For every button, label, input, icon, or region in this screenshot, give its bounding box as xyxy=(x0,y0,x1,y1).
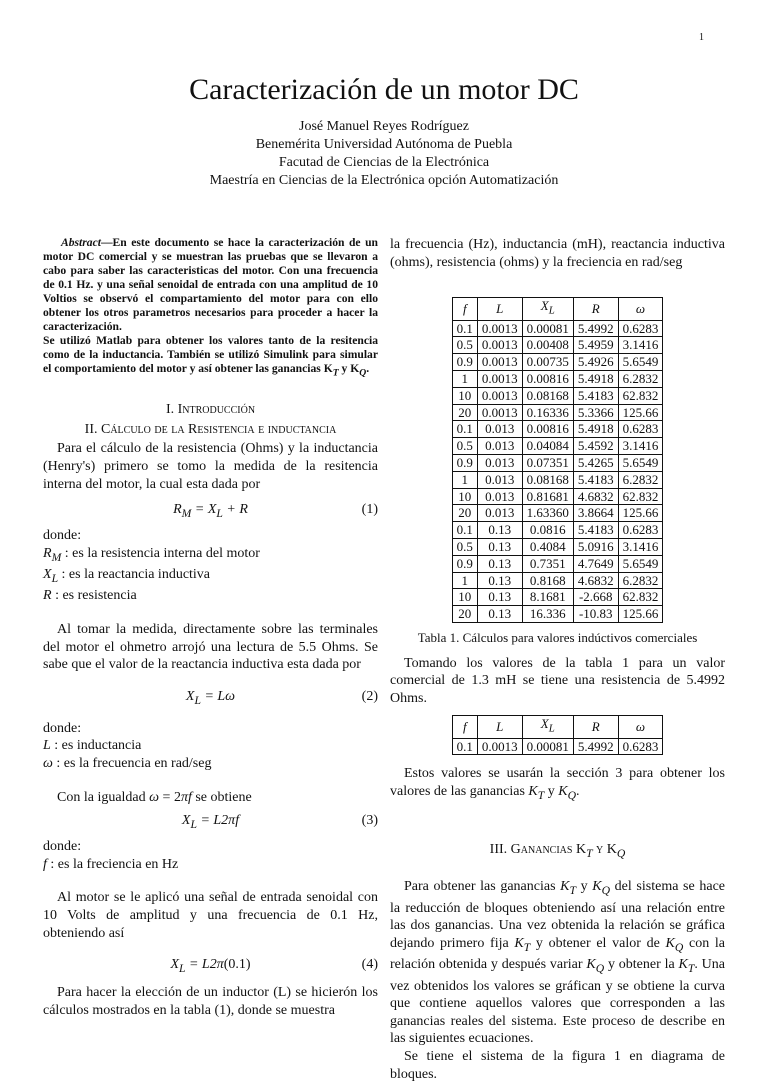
table-cell: 0.1 xyxy=(452,320,477,337)
table-row xyxy=(452,370,663,387)
table-cell: 0.6283 xyxy=(618,421,663,438)
table-row xyxy=(452,522,663,539)
table-cell: 5.4265 xyxy=(573,454,618,471)
paragraph: Al motor se le aplicó una señal de entrada senoidal con 10 Volts de amplitud y una frecuencia de 0.1 Hz, obteniendo así xyxy=(43,890,378,941)
table-cell: 5.3366 xyxy=(573,404,618,421)
table-cell: 0.9 xyxy=(452,454,477,471)
table-cell: 20 xyxy=(452,606,477,623)
table-cell: 16.336 xyxy=(522,606,573,623)
table-cell: 125.66 xyxy=(618,505,663,522)
author-name: José Manuel Reyes Rodríguez xyxy=(299,119,469,134)
table-cell: 5.4183 xyxy=(573,471,618,488)
table-cell: 125.66 xyxy=(618,606,663,623)
table-cell: 0.13 xyxy=(477,555,522,572)
table-cell: 0.0013 xyxy=(477,354,522,371)
equation-1: $R_M = X_L + R$ (1) xyxy=(173,502,378,520)
table-cell: 0.00816 xyxy=(522,421,573,438)
table-cell: 0.013 xyxy=(477,438,522,455)
table-cell: 0.13 xyxy=(477,522,522,539)
table-cell: 3.1416 xyxy=(618,538,663,555)
table-header: R xyxy=(573,716,618,738)
table-cell: 0.00081 xyxy=(522,738,573,755)
table-cell: 0.013 xyxy=(477,488,522,505)
equation-3: $X_L = L2\pi f$ (3) xyxy=(181,813,378,832)
table-row xyxy=(452,421,663,438)
table-cell: 0.013 xyxy=(477,421,522,438)
abstract: Abstract—En este documento se hace la caracterización de un motor DC comercial y se muestran las pruebas que se llevaron a cabo para saber las caracteristicas del motor. Con una frecuencia de 0.1 Hz. y una señal senoidal de entrada con una amplitud de 10 Voltios se observó el compartamiento del motor para con ello obtener los otros parametros necesarios para proceder a hacer la caracterización. Se utilizó Matlab para obtener los valores tanto de la resitencia como de la inductancia. También se utilizó Simulink para simular el comportamiento del motor y así obtener las ganancias $K_T$ y $K_Q$. xyxy=(43,236,378,379)
table-cell: 0.0013 xyxy=(477,387,522,404)
donde-label: donde: xyxy=(43,528,82,544)
table-row xyxy=(452,438,663,455)
table-header: ω xyxy=(618,298,663,320)
table-cell: 0.08168 xyxy=(522,471,573,488)
table-cell: 5.6549 xyxy=(618,454,663,471)
table-cell: 6.2832 xyxy=(618,572,663,589)
table-header: R xyxy=(573,298,618,320)
definition: $X_L$ : es la reactancia inductiva xyxy=(43,567,211,585)
left-column xyxy=(43,236,378,1019)
table-row xyxy=(452,471,663,488)
table-cell: 0.1 xyxy=(452,421,477,438)
data-table xyxy=(452,297,664,623)
table-cell: -2.668 xyxy=(573,589,618,606)
author-university: Benemérita Universidad Autónoma de Puebla xyxy=(255,137,513,152)
table-cell: 5.4959 xyxy=(573,337,618,354)
table-cell: 6.2832 xyxy=(618,370,663,387)
definition: L : es inductancia xyxy=(43,738,142,754)
table-cell: 1 xyxy=(452,370,477,387)
table-header: ω xyxy=(618,716,663,738)
table-cell: 5.4592 xyxy=(573,438,618,455)
abstract-text: —En este documento se hace la caracterización de un motor DC comercial y se muestran las pruebas que se llevaron a cabo para saber las caracteristicas del motor. Con una frecuencia de 0.1 Hz. y una señal senoidal de entrada con una amplitud de 10 Voltios se observó el compartamiento del motor para con ello obtener los otros parametros necesarios para proceder a hacer la caracterización. xyxy=(43,236,378,333)
table-caption: Tabla 1. Cálculos para valores indúctivos comerciales xyxy=(417,629,698,645)
table-cell: 0.6283 xyxy=(618,738,663,755)
table-cell: 5.4918 xyxy=(573,370,618,387)
table-cell: 4.7649 xyxy=(573,555,618,572)
table-cell: 0.0013 xyxy=(477,320,522,337)
table-row xyxy=(452,354,663,371)
table-cell: 0.00735 xyxy=(522,354,573,371)
table-cell: 0.6283 xyxy=(618,522,663,539)
table-cell: 0.00816 xyxy=(522,370,573,387)
section-2-heading: II. Cálculo de la Resistencia e inductancia xyxy=(84,422,337,438)
table-cell: 0.0816 xyxy=(522,522,573,539)
table-cell: 0.00408 xyxy=(522,337,573,354)
table-header: f xyxy=(452,716,477,738)
table-cell: 5.4918 xyxy=(573,421,618,438)
table-cell: 62.832 xyxy=(618,589,663,606)
table-cell: 10 xyxy=(452,488,477,505)
table-cell: 0.013 xyxy=(477,454,522,471)
table-cell: 0.0013 xyxy=(477,370,522,387)
table-cell: 5.6549 xyxy=(618,354,663,371)
table-row xyxy=(452,738,663,755)
table-cell: 0.013 xyxy=(477,471,522,488)
table-row xyxy=(452,606,663,623)
paper-title: Caracterización de un motor DC xyxy=(189,73,579,106)
table-cell: 0.8168 xyxy=(522,572,573,589)
table-cell: 4.6832 xyxy=(573,572,618,589)
section-1-heading: I. Introducción xyxy=(165,402,256,418)
paragraph: Tomando los valores de la tabla 1 para un valor comercial de 1.3 mH se tiene una resistencia de 5.4992 Ohms. xyxy=(390,655,725,706)
table-row xyxy=(452,454,663,471)
table-row xyxy=(452,488,663,505)
abstract-label: Abstract xyxy=(61,236,101,249)
table-row xyxy=(452,555,663,572)
table-row xyxy=(452,505,663,522)
table-cell: 3.1416 xyxy=(618,438,663,455)
equation-4: $X_L = L2\pi(0.1)$ (4) xyxy=(170,957,378,975)
definition: ω : es la frecuencia en rad/seg xyxy=(43,756,212,772)
table-cell: 0.0013 xyxy=(477,738,522,755)
abstract-text-2: Se utilizó Matlab para obtener los valores tanto de la resitencia como de la inductancia. También se utilizó Simulink para simular el comportamiento del motor y así obtener las ganancias K xyxy=(43,334,378,375)
table-cell: 0.0013 xyxy=(477,337,522,354)
table-cell: 3.8664 xyxy=(573,505,618,522)
definition: R : es resistencia xyxy=(43,588,137,604)
paragraph: Al tomar la medida, directamente sobre las terminales del motor el ohmetro arrojó una lectura de 5.5 Ohms. Se sabe que el valor de la reactancia inductiva esta dada por xyxy=(43,622,378,673)
paragraph: Para obtener las ganancias $K_T$ y $K_Q$ del sistema se hace la reducción de bloques obteniendo así una relación entre las dos ganancias. Una vez obtenida la relación se gráfica dejando primero fija $K_T$ y obtener el valor de $K_Q$ con la relación obtenida y después variar $K_Q$ y obtener la $K_T$. Una vez obtenidos los valores se gráfican y se obtiene la curva que contiene aquellos valores que corresponden a las ganancias reales del sistema. Este proceso de describe en las siguientes ecuaciones. xyxy=(390,879,726,1047)
paragraph: Para el cálculo de la resistencia (Ohms) y la inductancia (Henry's) primero se tomo la medida de la resitencia interna del motor, la cual esta dada por xyxy=(43,441,378,492)
table-row xyxy=(452,337,663,354)
table-cell: 5.4183 xyxy=(573,387,618,404)
definition: f : es la freciencia en Hz xyxy=(43,856,179,872)
table-cell: 62.832 xyxy=(618,387,663,404)
table-cell: 10 xyxy=(452,387,477,404)
table-cell: 0.9 xyxy=(452,354,477,371)
table-cell: 0.13 xyxy=(477,572,522,589)
table-cell: 5.6549 xyxy=(618,555,663,572)
table-cell: 1.63360 xyxy=(522,505,573,522)
table-cell: 0.1 xyxy=(452,738,477,755)
table-cell: 0.13 xyxy=(477,538,522,555)
table-cell: 0.13 xyxy=(477,606,522,623)
table-cell: 5.4992 xyxy=(573,320,618,337)
table-row xyxy=(452,538,663,555)
table-cell: 0.5 xyxy=(452,337,477,354)
table-cell: 62.832 xyxy=(618,488,663,505)
equation-2: $X_L = L\omega$ (2) xyxy=(185,688,378,707)
table-cell: 0.5 xyxy=(452,438,477,455)
table-cell: 0.4084 xyxy=(522,538,573,555)
table-header: L xyxy=(477,298,522,320)
table-cell: 125.66 xyxy=(618,404,663,421)
author-faculty: Facutad de Ciencias de la Electrónica xyxy=(278,155,490,170)
table-row xyxy=(452,404,663,421)
section-3-heading: III. Ganancias $K_T$ y $K_Q$ xyxy=(489,842,626,861)
paragraph: la frecuencia (Hz), inductancia (mH), reactancia inductiva (ohms), resistencia (ohms) y la freciencia en rad/seg xyxy=(390,237,725,270)
table-cell: 0.5 xyxy=(452,538,477,555)
table-cell: 0.9 xyxy=(452,555,477,572)
table-cell: 0.81681 xyxy=(522,488,573,505)
table-cell: 3.1416 xyxy=(618,337,663,354)
table-cell: 0.0013 xyxy=(477,404,522,421)
table-cell: 5.4926 xyxy=(573,354,618,371)
page-number: 1 xyxy=(699,32,704,43)
table-cell: 4.6832 xyxy=(573,488,618,505)
table-cell: 0.7351 xyxy=(522,555,573,572)
table-cell: 6.2832 xyxy=(618,471,663,488)
table-cell: 5.4183 xyxy=(573,522,618,539)
donde-label: donde: xyxy=(43,720,82,736)
table-cell: 0.16336 xyxy=(522,404,573,421)
table-cell: 0.08168 xyxy=(522,387,573,404)
table-header: f xyxy=(452,298,477,320)
table-row xyxy=(452,572,663,589)
table-header: $X_L$ xyxy=(522,716,573,738)
table-cell: 1 xyxy=(452,572,477,589)
table-cell: 0.13 xyxy=(477,589,522,606)
table-cell: 1 xyxy=(452,471,477,488)
table-row xyxy=(452,320,663,337)
table-cell: -10.83 xyxy=(573,606,618,623)
paragraph: Se tiene el sistema de la figura 1 en diagrama de bloques. xyxy=(390,1049,725,1082)
table-cell: 20 xyxy=(452,404,477,421)
table-row xyxy=(452,387,663,404)
table-header: L xyxy=(477,716,522,738)
table-row xyxy=(452,589,663,606)
table-cell: 0.00081 xyxy=(522,320,573,337)
right-column xyxy=(390,236,725,1083)
table-cell: 0.013 xyxy=(477,505,522,522)
table-header: $X_L$ xyxy=(522,298,573,320)
table-cell: 8.1681 xyxy=(522,589,573,606)
paragraph: Con la igualdad ω = 2πf se obtiene xyxy=(57,789,252,805)
table-cell: 5.0916 xyxy=(573,538,618,555)
author-program: Maestría en Ciencias de la Electrónica opción Automatización xyxy=(209,173,559,188)
paragraph: Estos valores se usarán la sección 3 para obtener los valores de las ganancias $K_T$ y $K_Q$. xyxy=(390,766,725,802)
table-cell: 0.07351 xyxy=(522,454,573,471)
table-cell: 5.4992 xyxy=(573,738,618,755)
table-cell: 0.6283 xyxy=(618,320,663,337)
table-cell: 0.1 xyxy=(452,522,477,539)
table-cell: 0.04084 xyxy=(522,438,573,455)
paragraph: Para hacer la elección de un inductor (L) se hicierón los cálculos mostrados en la tabla (1), donde se muestra xyxy=(43,985,378,1018)
donde-label: donde: xyxy=(43,839,82,855)
summary-table xyxy=(452,715,664,755)
paper-header xyxy=(0,72,768,190)
table-cell: 20 xyxy=(452,505,477,522)
definition: $R_M$ : es la resistencia interna del motor xyxy=(43,545,260,564)
table-cell: 10 xyxy=(452,589,477,606)
